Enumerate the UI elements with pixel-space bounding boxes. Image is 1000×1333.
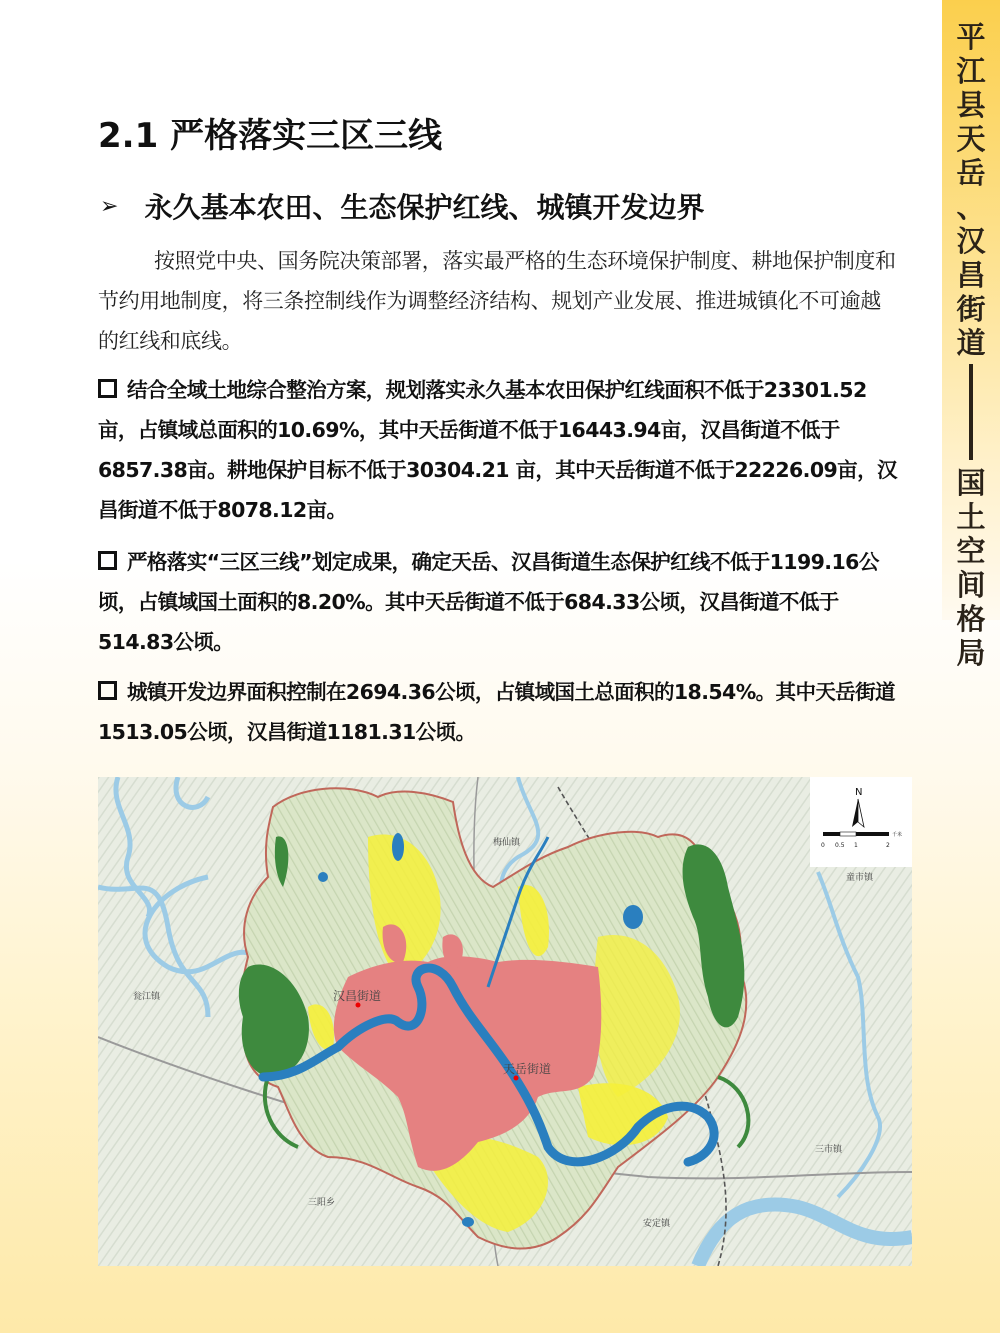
banner-char: 岳 <box>956 156 986 190</box>
hanchang-center-marker <box>356 1003 361 1008</box>
banner-char: 格 <box>956 602 986 636</box>
reservoir <box>462 1217 474 1227</box>
scale-bar-seg <box>856 832 889 836</box>
banner-char: 国 <box>956 466 986 500</box>
banner-char: 局 <box>956 636 986 670</box>
north-arrow-and-scale <box>810 777 912 867</box>
bullet-farmland <box>98 370 898 530</box>
label-sanyang: 三阳乡 <box>308 1198 336 1208</box>
label-anding: 安定镇 <box>643 1219 671 1229</box>
bullet-text: 结合全域土地综合整治方案，规划落实永久基本农田保护红线面积不低于23301.52亩，占镇域总面积的10.69%，其中天岳街道不低于16443.94亩，汉昌街道不低于6857.38亩。耕地保护目标不低于30304.21 亩，其中天岳街道不低于22226.09亩，汉昌街道不低于8078.12亩。 <box>98 378 897 522</box>
label-meixian: 梅仙镇 <box>493 838 521 848</box>
label-hanchang: 汉昌街道 <box>333 989 382 1003</box>
banner-char: 街 <box>956 292 986 326</box>
three-zones-three-lines-map <box>98 777 912 1266</box>
scale-tick: 0 <box>821 842 825 849</box>
scale-unit: 千米 <box>892 832 903 838</box>
scale-bar-seg <box>823 832 840 836</box>
checkbox-square-icon <box>98 681 117 700</box>
label-tianyue: 天岳街道 <box>503 1062 552 1076</box>
reservoir <box>318 872 328 882</box>
intro-paragraph: 按照党中央、国务院决策部署，落实最严格的生态环境保护制度、耕地保护制度和节约用地制度，将三条控制线作为调整经济结构、规划产业发展、推进城镇化不可逾越的红线和底线。 <box>98 249 896 353</box>
scale-tick: 2 <box>886 842 890 849</box>
checkbox-square-icon <box>98 379 117 398</box>
label-sanshi: 三市镇 <box>815 1145 843 1155</box>
section-subtitle <box>100 186 704 226</box>
bullet-eco-redline <box>98 542 898 662</box>
checkbox-square-icon <box>98 551 117 570</box>
banner-char: 江 <box>956 54 986 88</box>
banner-char: 道 <box>956 326 986 360</box>
banner-char: 县 <box>956 88 986 122</box>
side-banner-title <box>942 20 1000 670</box>
subtitle-text: 永久基本农田、生态保护红线、城镇开发边界 <box>144 191 705 224</box>
label-wengjiang: 瓮江镇 <box>133 992 161 1002</box>
banner-char: 汉 <box>956 224 986 258</box>
bullet-text: 城镇开发边界面积控制在2694.36公顷，占镇域国土总面积的18.54%。其中天岳街道1513.05公顷，汉昌街道1181.31公顷。 <box>98 680 895 744</box>
banner-char: 土 <box>956 500 986 534</box>
reservoir <box>623 905 643 929</box>
banner-dash <box>969 364 973 460</box>
bullet-urban-boundary <box>98 672 898 752</box>
banner-char: 空 <box>956 534 986 568</box>
side-banner <box>942 0 1000 670</box>
banner-char: 昌 <box>956 258 986 292</box>
scale-tick: 0.5 <box>835 842 845 849</box>
banner-char: 天 <box>956 122 986 156</box>
north-label: N <box>855 787 863 798</box>
banner-char: 间 <box>956 568 986 602</box>
map-svg <box>98 777 912 1266</box>
banner-char: 、 <box>956 190 986 224</box>
reservoir <box>392 833 404 861</box>
banner-char: 平 <box>956 20 986 54</box>
scale-tick: 1 <box>854 842 858 849</box>
tianyue-center-marker <box>514 1076 519 1081</box>
scale-bar-seg <box>840 832 856 836</box>
arrow-bullet-icon: ➢ <box>100 193 119 219</box>
page-title: 2.1 严格落实三区三线 <box>98 116 443 156</box>
bullet-text: 严格落实“三区三线”划定成果，确定天岳、汉昌街道生态保护红线不低于1199.16公顷，占镇域国土面积的8.20%。其中天岳街道不低于684.33公顷，汉昌街道不低于514.83公顷。 <box>98 550 879 654</box>
label-tongshi: 童市镇 <box>846 873 874 883</box>
